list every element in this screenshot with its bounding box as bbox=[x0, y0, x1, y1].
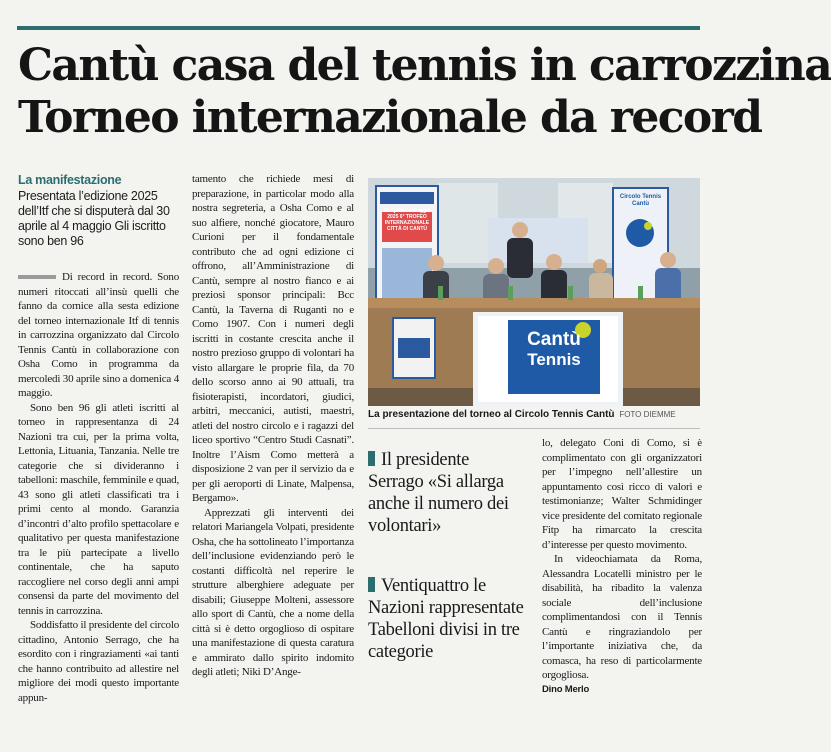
article-column-2 bbox=[192, 172, 354, 680]
banner-brand bbox=[508, 330, 600, 370]
photo-credit: FOTO DIEMME bbox=[619, 410, 676, 419]
pullquote-2: Ventiquattro le Nazioni rappresentate Tabelloni divisi in tre categorie bbox=[368, 576, 524, 662]
paragraph: Soddisfatto il presidente del circolo cittadino, Antonio Serrago, che ha esordito con i ringraziamenti «ai tanti che hanno contribuito ad allestire nel migliore dei modi questo importante appun- bbox=[18, 619, 180, 704]
article-photo bbox=[368, 178, 700, 406]
caption-divider bbox=[368, 428, 700, 429]
paragraph: Sono ben 96 gli atleti iscritti al torneo in rappresentanza di 24 Nazioni tra cui, per la prima volta, Lettonia, Lituania, Tanzania. Nelle tre categorie che si divideranno i tabelloni: maschile, femminile e quad, 43 sono gli atleti classificati tra i primi cento al mondo. Garanzia d’incontri d’alto profilo spettacolare e qualitativo per questa manifestazione tra le più partecipate a livello continentale, che ha saputo raccogliere nel corso degli anni ampi consensi da parte del movimento del tennis in carrozzina. bbox=[18, 401, 180, 617]
headline bbox=[18, 40, 831, 144]
kicker-title: La manifestazione bbox=[18, 173, 122, 187]
photo-caption bbox=[368, 409, 708, 420]
headline-line-2: Torneo internazionale da record bbox=[18, 92, 762, 143]
caption-text: La presentazione del torneo al Circolo Tennis Cantù bbox=[368, 409, 615, 420]
banner-brand-line-2: Tennis bbox=[527, 350, 581, 369]
top-accent-rule bbox=[17, 26, 700, 30]
paragraph: lo, delegato Coni di Como, si è complimentato con gli organizzatori per l’impegno nell’allestire un appuntamento così ricco di valori e testimonianze; Walter Schmidinger vice presidente del comitato regionale Fitp ha rimarcato la crescita d’interesse per questo movimento. bbox=[542, 437, 702, 551]
article-column-1 bbox=[18, 270, 179, 705]
pullquote-marker bbox=[368, 577, 375, 592]
rollup-text: Circolo Tennis Cantù bbox=[619, 194, 662, 207]
kicker-summary: Presentata l’edizione 2025 dell’Itf che si disputerà dal 30 aprile al 4 maggio Gli iscritto sono ben 96 bbox=[18, 189, 170, 248]
article-column-3 bbox=[542, 436, 702, 697]
pullquote-1: Il presidente Serrago «Si allarga anche il numero dei volontari» bbox=[368, 450, 509, 536]
pullquote-marker bbox=[368, 451, 375, 466]
headline-line-1: Cantù casa del tennis in carrozzina bbox=[18, 40, 831, 91]
lead-paragraph: Di record in record. Sono numeri ritoccati all’insù quelli che fanno da cornice alla sesta edizione del torneo internazionale Itf di tennis in carrozzina organizzato dal Circolo Tennis Cantù in collaborazione con Osha Como in programma da mercoledì 30 aprile sino a domenica 4 maggio. bbox=[18, 271, 179, 399]
paragraph: tamento che richiede mesi di preparazione, in particolar modo alla nostra segreteria, a Osha Como e al suo alfiere, nonché giocatore, Mauro Curioni per il fondamentale contributo che ad ogni edizione ci offrono, all’Amministrazione di Cantù, sempre al nostro fianco e ai preziosi sponsor principali: Bcc Cantù, la Taverna di Ruganti no e Como 1907. Con i numeri degli iscritti in costante crescita anche il nostro prezioso gruppo di volontari ha visto allargare le proprie fila, da 70 dello scorso anno ai 90 attuali, tra fisioterapisti, incordatori, giudici, arbitri, meccanici, autisti, maestri, atleti del nostro circolo e i ragazzi del liceo sportivo “Centro Studi Casnati”. Inoltre l’Aism Como metterà a disposizione 2 van per il servizio da e per gli aeroporti di Linate, Malpensa, Bergamo». bbox=[192, 173, 354, 504]
author-byline: Dino Merlo bbox=[542, 683, 590, 695]
banner-brand-line-1: Cantù bbox=[527, 329, 581, 350]
lead-rule bbox=[18, 275, 56, 279]
poster-text: 30 Aprile - 4 Maggio 2025 6° TROFEO INTERNAZIONALE CITTÀ DI CANTÙ bbox=[383, 208, 431, 232]
paragraph: In videochiamata da Roma, Alessandra Locatelli ministro per le disabilità, ha ribadito la valenza sociale dell’inclusione complimentandosi con il Tennis Cantù e ringraziandolo per l’importante iniziativa che, da comasca, ha reso di particolarmente orgogliosa. bbox=[542, 553, 702, 681]
paragraph: Apprezzati gli interventi dei relatori Mariangela Volpati, presidente Osha, che ha sottolineato l’importanza dell’inclusione evidenziando però le costanti difficoltà nel reperire le strutture alberghiere adeguate per disabili; Giuseppe Molteni, assessore allo sport di Cantù, che a nome della città si è detto orgoglioso di ospitare una manifestazione di questa caratura e ammirato dallo spirito indomito degli atleti; Niki D’Ange- bbox=[192, 506, 354, 678]
